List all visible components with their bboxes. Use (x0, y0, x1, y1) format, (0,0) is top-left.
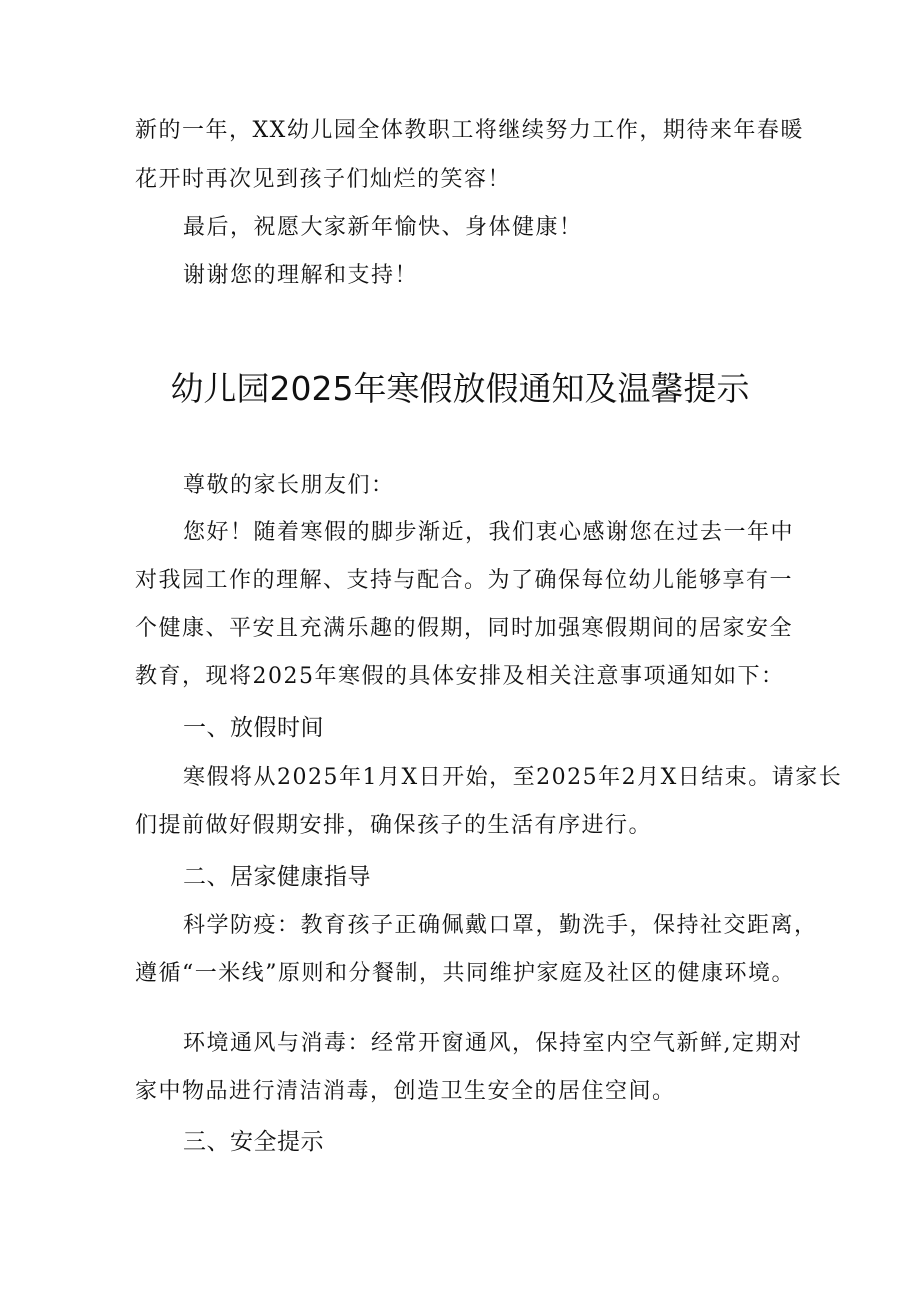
section-2-para-2-line-1: 环境通风与消毒：经常开窗通风，保持室内空气新鲜,定期对 (183, 1031, 803, 1056)
intro-line-1: 新的一年，XX幼儿园全体教职工将继续努力工作，期待来年春暖 (135, 118, 804, 143)
opening-line-3: 个健康、平安且充满乐趣的假期，同时加强寒假期间的居家安全 (135, 616, 794, 641)
opening-line-4: 教育，现将2025年寒假的具体安排及相关注意事项通知如下： (135, 664, 785, 689)
thanks-line: 谢谢您的理解和支持！ (183, 263, 419, 288)
notice-title: 幼儿园2025年寒假放假通知及温馨提示 (170, 369, 750, 408)
salutation: 尊敬的家长朋友们： (183, 473, 395, 498)
section-2-para-1-line-1: 科学防疫：教育孩子正确佩戴口罩，勤洗手，保持社交距离， (183, 913, 818, 938)
opening-line-1: 您好！随着寒假的脚步渐近，我们衷心感谢您在过去一年中 (183, 520, 795, 545)
wish-line: 最后，祝愿大家新年愉快、身体健康！ (183, 215, 583, 240)
intro-line-2: 花开时再次见到孩子们灿烂的笑容！ (135, 167, 512, 192)
section-heading-3: 三、安全提示 (183, 1129, 324, 1155)
section-heading-1: 一、放假时间 (183, 715, 324, 741)
section-1-line-2: 们提前做好假期安排，确保孩子的生活有序进行。 (135, 813, 653, 838)
section-2-para-2-line-2: 家中物品进行清洁消毒，创造卫生安全的居住空间。 (135, 1079, 676, 1104)
section-1-line-1: 寒假将从2025年1月X日开始，至2025年2月X日结束。请家长 (183, 765, 843, 790)
section-2-para-1-line-2: 遵循“一米线”原则和分餐制，共同维护家庭及社区的健康环境。 (135, 961, 795, 986)
section-heading-2: 二、居家健康指导 (183, 864, 371, 890)
opening-line-2: 对我园工作的理解、支持与配合。为了确保每位幼儿能够享有一 (135, 568, 794, 593)
